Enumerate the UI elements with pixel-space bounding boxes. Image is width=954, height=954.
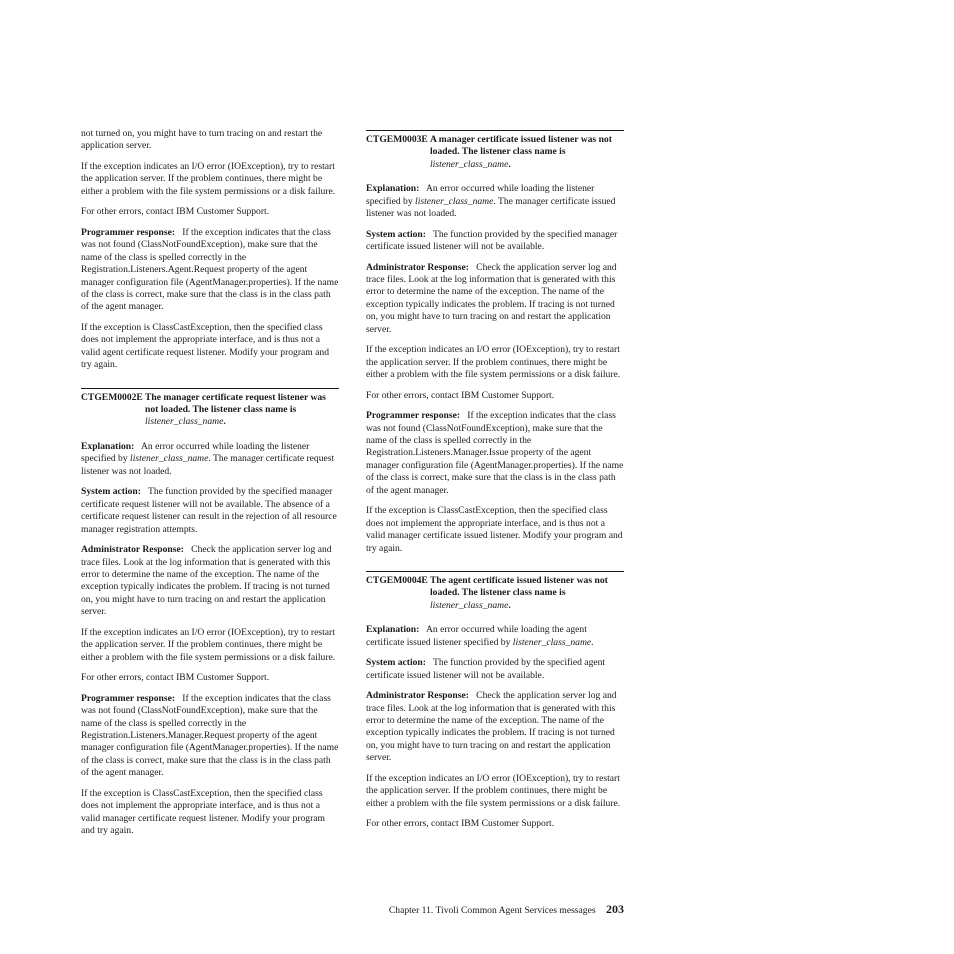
paragraph: If the exception indicates an I/O error (IOException), try to restart the application server. If the problem continues, there might be either a problem with the file system permissions or a disk failure. — [366, 772, 621, 809]
page-number: 203 — [606, 902, 624, 916]
message-header-ctgem0003e — [366, 130, 624, 171]
message-code: CTGEM0002E — [81, 391, 143, 403]
chapter-title: Chapter 11. Tivoli Common Agent Services messages — [388, 905, 596, 916]
paragraph: If the exception indicates an I/O error (IOException), try to restart the application server. If the problem continues, there might be either a problem with the file system permissions or a disk failure. — [366, 344, 621, 381]
message-title: The agent certificate issued listener was not loaded. The listener class name is listener_class_name. — [430, 574, 608, 611]
paragraph: not turned on, you might have to turn tracing on and restart the application server. — [81, 128, 323, 152]
explanation: Explanation: An error occurred while loading the listener specified by listener_class_name. The manager certificate issued listener was not loaded. — [366, 183, 616, 220]
paragraph: For other errors, contact IBM Customer Support. — [366, 818, 555, 830]
programmer-response: Programmer response: If the exception indicates that the class was not found (ClassNotFoundException), make sure that the name of the class is spelled correctly in the Registration.Listeners.Manager.Request property of the agent manager configuration file (AgentManager.properties). If the name of the class is correct, make sure that the class is in the class path of the agent manager. — [81, 692, 339, 779]
system-action: System action: The function provided by the specified agent certificate issued listener will not be available. — [366, 657, 606, 681]
programmer-response — [81, 227, 339, 314]
page-footer — [376, 902, 624, 917]
paragraph: If the exception is ClassCastException, then the specified class does not implement the appropriate interface, and is thus not a valid agent certificate request listener. Modify your program and try again. — [81, 322, 330, 371]
message-header-ctgem0002e — [81, 388, 339, 429]
paragraph: For other errors, contact IBM Customer Support. — [81, 206, 270, 218]
paragraph: If the exception indicates an I/O error (IOException), try to restart the application server. If the problem continues, there might be either a problem with the file system permissions or a disk failure. — [81, 161, 336, 197]
system-action: System action: The function provided by the specified manager certificate issued listener will not be available. — [366, 228, 618, 253]
paragraph: If the exception is ClassCastException, then the specified class does not implement the appropriate interface, and is thus not a valid manager certificate request listener. Modify your program and try again. — [81, 787, 326, 836]
administrator-response: Administrator Response: Check the application server log and trace files. Look at the log information that is generated with this error to determine the name of the exception. The name of the exception typically indicates the problem. If tracing is not turned on, you might have to turn tracing on and restart the application server. — [366, 690, 617, 764]
programmer-response: Programmer response: If the exception indicates that the class was not found (ClassNotFoundException), make sure that the name of the class is spelled correctly in the Registration.Listeners.Manager.Issue property of the agent manager configuration file (AgentManager.properties). If the name of the class is correct, make sure that the class is in the class path of the agent manager. — [366, 410, 624, 496]
explanation: Explanation: An error occurred while loading the agent certificate issued listener specified by listener_class_name. — [366, 624, 594, 648]
paragraph: If the exception is ClassCastException, then the specified class does not implement the appropriate interface, and is thus not a valid manager certificate issued listener. Modify your program and try again. — [366, 505, 623, 554]
text: If the exception indicates that the class was not found (ClassNotFoundException), make sure that the name of the class is spelled correctly in the Registration.Listeners.Agent.Request property of the agent manager configuration file (AgentManager.properties). If the name of the class is correct, make sure that the class is in the class path of the agent manager. — [81, 227, 339, 313]
system-action: System action: The function provided by the specified manager certificate request listener will not be available. The absence of a certificate request listener can result in the rejection of all resource manager registration attempts. — [81, 486, 337, 535]
message-title: The manager certificate request listener was not loaded. The listener class name is listener_class_name. — [145, 391, 326, 428]
label: Programmer response: — [81, 227, 176, 238]
message-code: CTGEM0003E — [366, 134, 428, 145]
administrator-response: Administrator Response: Check the application server log and trace files. Look at the log information that is generated with this error to determine the name of the exception. The name of the exception typically indicates the problem. If tracing is not turned on, you might have to turn tracing on and restart the application server. — [366, 261, 617, 335]
paragraph: For other errors, contact IBM Customer Support. — [81, 672, 270, 684]
paragraph: For other errors, contact IBM Customer Support. — [366, 389, 555, 401]
paragraph: If the exception indicates an I/O error (IOException), try to restart the application server. If the problem continues, there might be either a problem with the file system permissions or a disk failure. — [81, 626, 336, 663]
message-code: CTGEM0004E — [366, 574, 428, 586]
explanation: Explanation: An error occurred while loading the listener specified by listener_class_name. The manager certificate request listener was not loaded. — [81, 440, 335, 477]
right-column — [366, 128, 624, 839]
message-header-ctgem0004e — [366, 571, 624, 612]
left-column — [81, 128, 339, 846]
message-title: A manager certificate issued listener was not loaded. The listener class name is listener_class_name. — [430, 134, 612, 170]
administrator-response: Administrator Response: Check the application server log and trace files. Look at the log information that is generated with this error to determine the name of the exception. The name of the exception typically indicates the problem. If tracing is not turned on, you might have to turn tracing on and restart the application server. — [81, 544, 332, 618]
